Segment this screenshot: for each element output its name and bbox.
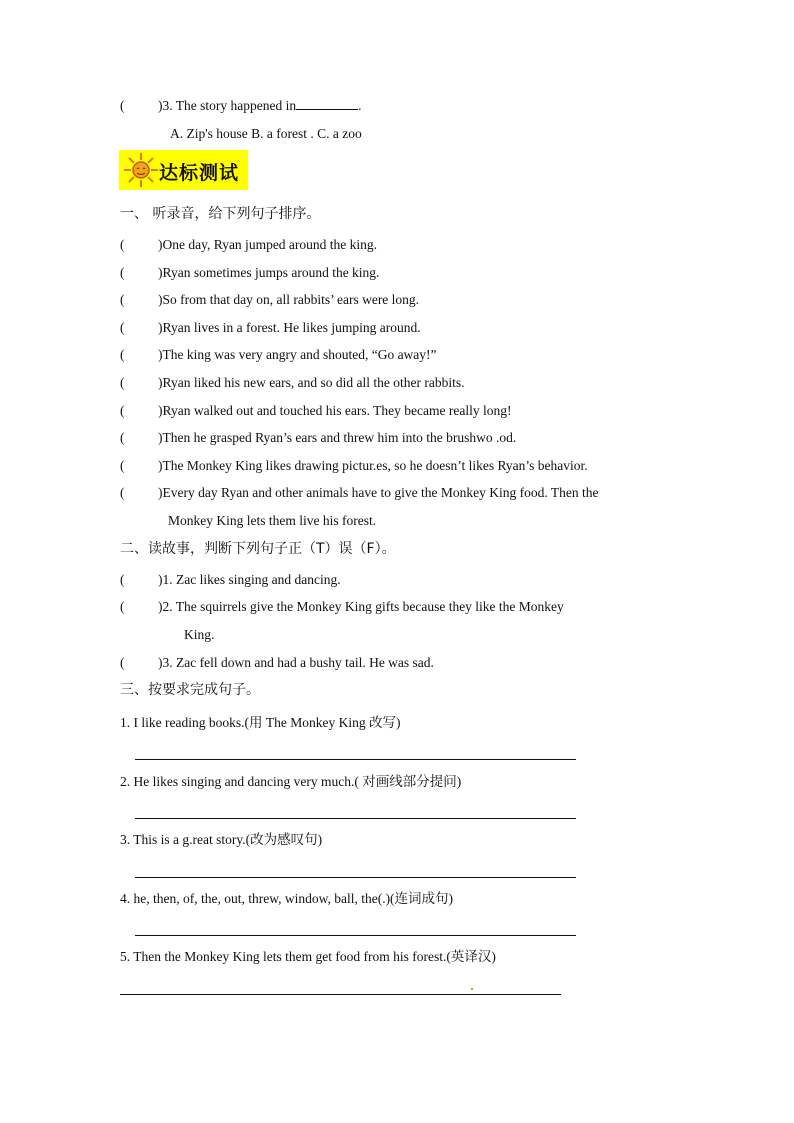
list-item: ( )Ryan walked out and touched his ears. They became really long!	[120, 403, 512, 418]
exercise-item: 1. I like reading books.(用 The Monkey King 改写)	[120, 715, 401, 730]
answer-line[interactable]	[135, 934, 576, 936]
section2-heading: 二、读故事，判断下列句子正（T）误（F）。	[120, 541, 396, 557]
question-3-row: ( )3. The story happened in .	[120, 98, 362, 113]
list-item: ( )The king was very angry and shouted, “Go away!”	[120, 347, 437, 362]
list-item: ( )Ryan sometimes jumps around the king.	[120, 265, 380, 280]
section-badge	[119, 150, 248, 190]
exercise-item: 3. This is a g.reat story.(改为感叹句)	[120, 832, 323, 847]
section3-heading: 三、按要求完成句子。	[120, 682, 260, 698]
list-item: ( )One day, Ryan jumped around the king.	[120, 237, 378, 252]
question-text: 3. The story happened in	[162, 98, 297, 113]
answer-paren: (	[120, 98, 125, 113]
exercise-item: 4. he, then, of, the, out, threw, window, ball, the(.)(连词成句)	[120, 891, 454, 906]
list-item: ( )3. Zac fell down and had a bushy tail. He was sad.	[120, 655, 434, 670]
list-item-continuation: King.	[184, 627, 215, 642]
list-item: ( )Every day Ryan and other animals have to give the Monkey King food. Then the	[120, 485, 599, 500]
section1-heading: 一、 听录音，给下列句子排序。	[120, 206, 321, 222]
question-3-options: A. Zip's house B. a forest . C. a zoo	[170, 126, 362, 141]
exercise-item: 2. He likes singing and dancing very much.( 对画线部分提问)	[120, 774, 462, 789]
answer-line[interactable]	[120, 993, 561, 995]
badge-title: 达标测试	[159, 162, 240, 184]
list-item: ( )Ryan lives in a forest. He likes jumping around.	[120, 320, 421, 335]
answer-line[interactable]	[135, 876, 576, 878]
list-item: ( )Ryan liked his new ears, and so did all the other rabbits.	[120, 375, 465, 390]
list-item-continuation: Monkey King lets them live his forest.	[168, 513, 377, 528]
list-item: ( )So from that day on, all rabbits’ ears were long.	[120, 292, 420, 307]
exercise-item: 5. Then the Monkey King lets them get food from his forest.(英译汉)	[120, 949, 496, 964]
list-item: ( )Then he grasped Ryan’s ears and threw him into the brushwo .od.	[120, 430, 517, 445]
list-item: ( )2. The squirrels give the Monkey King gifts because they like the Monkey	[120, 599, 564, 614]
paren-close: )	[158, 98, 163, 113]
blank-line	[296, 97, 358, 110]
list-item: ( )1. Zac likes singing and dancing.	[120, 572, 341, 587]
stray-dot	[471, 988, 473, 990]
list-item: ( )The Monkey King likes drawing pictur.es, so he doesn’t likes Ryan’s behavior.	[120, 458, 588, 473]
answer-line[interactable]	[135, 758, 576, 760]
answer-line[interactable]	[135, 817, 576, 819]
sun-icon	[121, 150, 161, 190]
